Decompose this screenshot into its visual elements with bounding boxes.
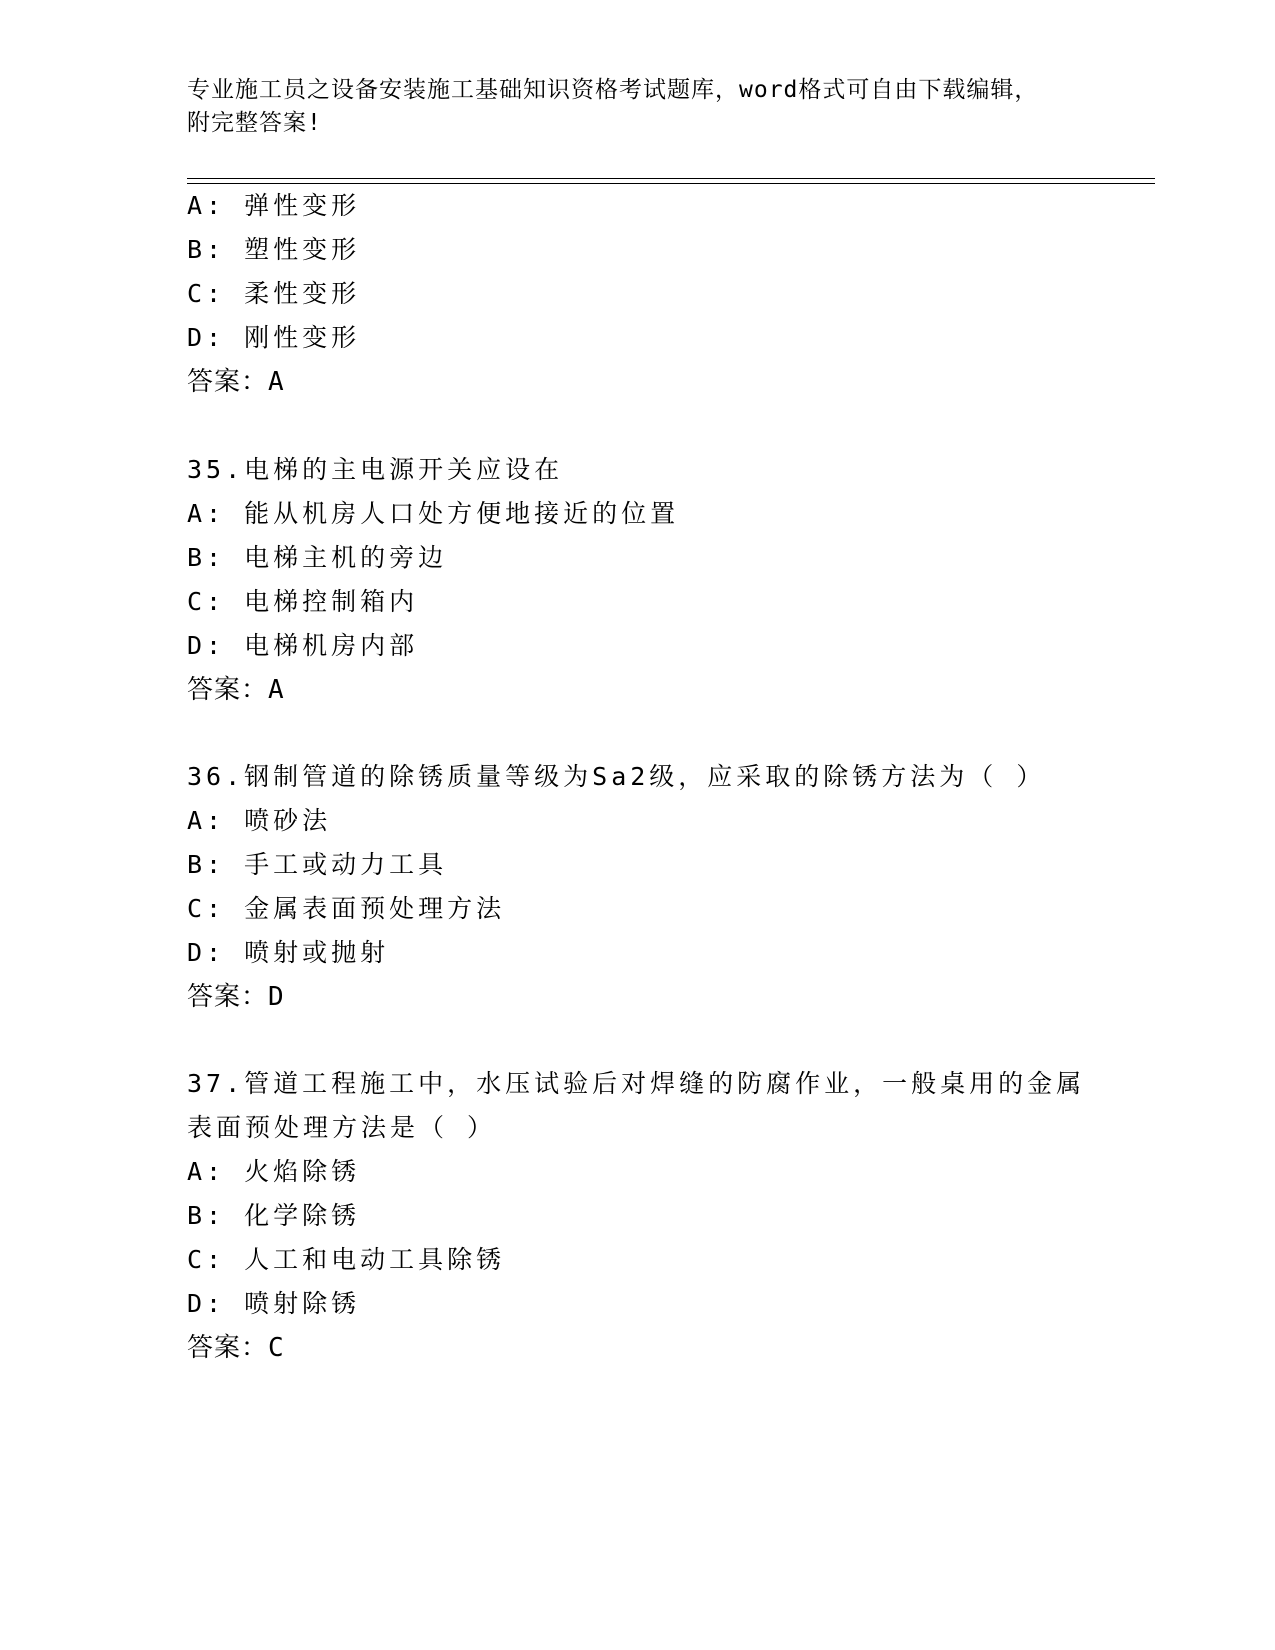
- header-divider-top: [187, 178, 1155, 179]
- question-36-option-b: B: 手工或动力工具: [187, 850, 448, 879]
- question-37-option-b: B: 化学除锈: [187, 1201, 361, 1230]
- question-36-option-c: C: 金属表面预处理方法: [187, 894, 506, 923]
- header-divider-bottom: [187, 183, 1155, 184]
- header-line-2: 附完整答案!: [187, 110, 322, 136]
- question-36-stem: 36.钢制管道的除锈质量等级为Sa2级，应采取的除锈方法为（ ）: [187, 762, 1046, 791]
- carryover-option-b: B: 塑性变形: [187, 235, 361, 264]
- question-35-stem: 35.电梯的主电源开关应设在: [187, 455, 564, 484]
- answer-value: D: [268, 982, 285, 1012]
- question-35-option-c: C: 电梯控制箱内: [187, 587, 419, 616]
- carryover-option-d: D: 刚性变形: [187, 323, 361, 352]
- question-37-answer: [187, 1331, 285, 1365]
- carryover-answer: [187, 365, 285, 399]
- answer-value: A: [268, 675, 285, 705]
- carryover-option-c: C: 柔性变形: [187, 279, 361, 308]
- answer-label: 答案：: [187, 675, 269, 705]
- question-35-option-a: A: 能从机房人口处方便地接近的位置: [187, 499, 680, 528]
- carryover-option-a: A: 弹性变形: [187, 191, 361, 220]
- question-35-option-b: B: 电梯主机的旁边: [187, 543, 448, 572]
- question-36-option-d: D: 喷射或抛射: [187, 938, 390, 967]
- question-37-option-c: C: 人工和电动工具除锈: [187, 1245, 506, 1274]
- question-37-stem-line-1: 37.管道工程施工中，水压试验后对焊缝的防腐作业，一般桌用的金属: [187, 1069, 1086, 1098]
- document-header: [187, 74, 1087, 140]
- question-35-option-d: D: 电梯机房内部: [187, 631, 419, 660]
- question-37-option-d: D: 喷射除锈: [187, 1289, 361, 1318]
- question-35-answer: [187, 673, 285, 707]
- question-37-option-a: A: 火焰除锈: [187, 1157, 361, 1186]
- question-36-answer: [187, 980, 285, 1014]
- answer-label: 答案：: [187, 1333, 269, 1363]
- answer-value: A: [268, 367, 285, 397]
- header-line-1: 专业施工员之设备安装施工基础知识资格考试题库，word格式可自由下载编辑，: [187, 77, 1039, 103]
- answer-label: 答案：: [187, 982, 269, 1012]
- question-37-stem-line-2: 表面预处理方法是（ ）: [187, 1113, 497, 1142]
- answer-value: C: [268, 1333, 285, 1363]
- question-36-option-a: A: 喷砂法: [187, 806, 332, 835]
- answer-label: 答案：: [187, 367, 269, 397]
